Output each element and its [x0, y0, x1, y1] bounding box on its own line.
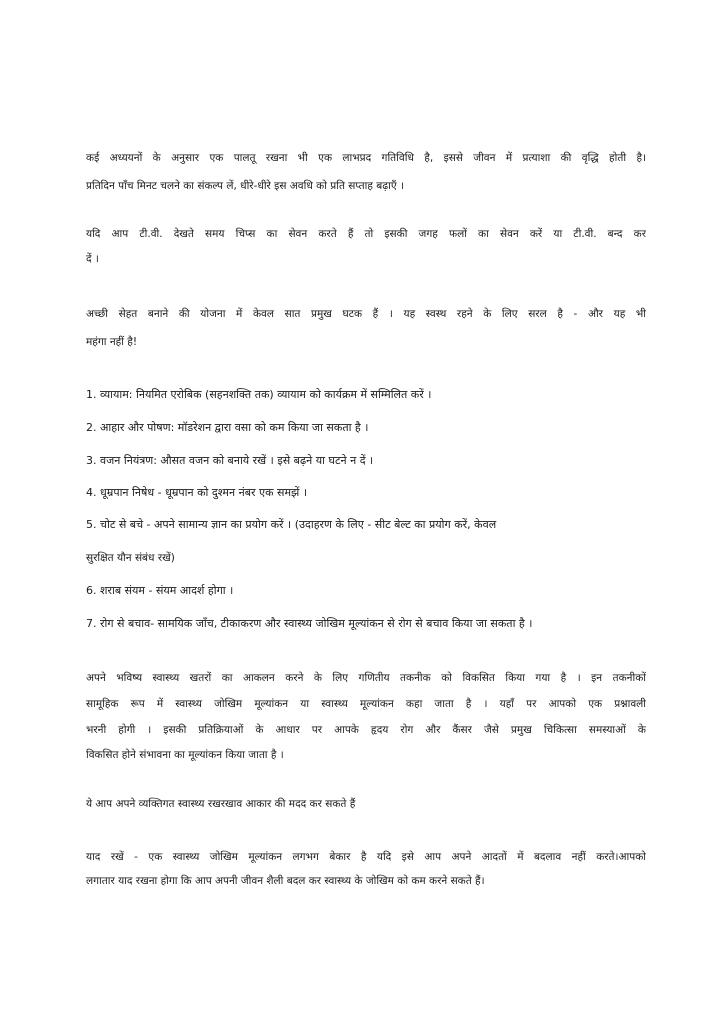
para1-line1: कई अध्ययनों के अनुसार एक पालतू रखना भी एक लाभप्रद गतिविधि है, इससे जीवन में प्रत्याशा की वृद्धि होती है।: [86, 152, 646, 164]
para4-line4: विकसित होने संभावना का मूल्यांकन किया जाता है ।: [86, 749, 284, 761]
para4-line3: भरनी होगी । इसकी प्रतिक्रियाओं के आधार पर आपके हृदय रोग और कैंसर जैसे प्रमुख चिकित्सा समस्याओं के: [86, 724, 646, 736]
para2-line1: यदि आप टी.वी. देखते समय चिप्स का सेवन करते हैं तो इसकी जगह फलों का सेवन करें या टी.वी. बन्द कर: [86, 228, 646, 240]
para4-line1: अपने भविष्य स्वास्थ्य खतरों का आकलन करने के लिए गणितीय तकनीक को विकसित किया गया है । इन तकनीकों: [86, 672, 646, 684]
list-item-smoking: 4. धूम्रपान निषेध - धूम्रपान को दुश्मन नंबर एक समझें ।: [86, 486, 308, 499]
para5-line1: ये आप अपने व्यक्तिगत स्वास्थ्य रखरखाव आकार की मदद कर सकते हैं: [86, 798, 356, 810]
para3-line1: अच्छी सेहत बनाने की योजना में केवल सात प्रमुख घटक हैं । यह स्वस्थ रहने के लिए सरल है - और यह भी: [86, 308, 646, 320]
para6-line1: याद रखें - एक स्वास्थ्य जोखिम मूल्यांकन लगभग बेकार है यदि इसे आप अपने आदतों में बदलाव नहीं करते।आपको: [86, 851, 646, 863]
list-item-weight: 3. वजन नियंत्रण: औसत वजन को बनाये रखें । इसे बढ़ने या घटने न दें ।: [86, 454, 374, 467]
para6-line2: लगातार याद रखना होगा कि आप अपनी जीवन शैली बदल कर स्वास्थ्य के जोखिम को कम करने सकते हैं।: [86, 875, 485, 887]
para3-line2: महंगा नहीं है!: [86, 336, 138, 348]
para2-line2: दें ।: [86, 253, 99, 265]
list-item-exercise: 1. व्यायाम: नियमित एरोबिक (सहनशक्ति तक) व्यायाम को कार्यक्रम में सम्मिलित करें ।: [86, 388, 432, 401]
list-item-alcohol: 6. शराब संयम - संयम आदर्श होगा ।: [86, 584, 234, 597]
list-item-prevention: 7. रोग से बचाव- सामयिक जाँच, टीकाकरण और स्वास्थ्य जोखिम मूल्यांकन से रोग से बचाव किया जा सकता है ।: [86, 617, 533, 630]
list-item-injury-continued: सुरक्षित यौन संबंध रखें): [86, 552, 175, 564]
list-item-diet: 2. आहार और पोषण: मॉडरेशन द्वारा वसा को कम किया जा सकता है ।: [86, 421, 369, 434]
para1-line2: प्रतिदिन पाँच मिनट चलने का संकल्प लें, धीरे-धीरे इस अवधि को प्रति सप्ताह बढ़ाएँ ।: [86, 180, 404, 192]
para4-line2: सामूहिक रूप में स्वास्थ्य जोखिम मूल्यांकन या स्वास्थ्य मूल्यांकन कहा जाता है । यहाँ पर आपको एक प्रश्नावली: [86, 698, 646, 710]
list-item-injury: 5. चोट से बचे - अपने सामान्य ज्ञान का प्रयोग करें । (उदाहरण के लिए - सीट बेल्ट का प्रयोग करें, केवल: [86, 518, 497, 531]
